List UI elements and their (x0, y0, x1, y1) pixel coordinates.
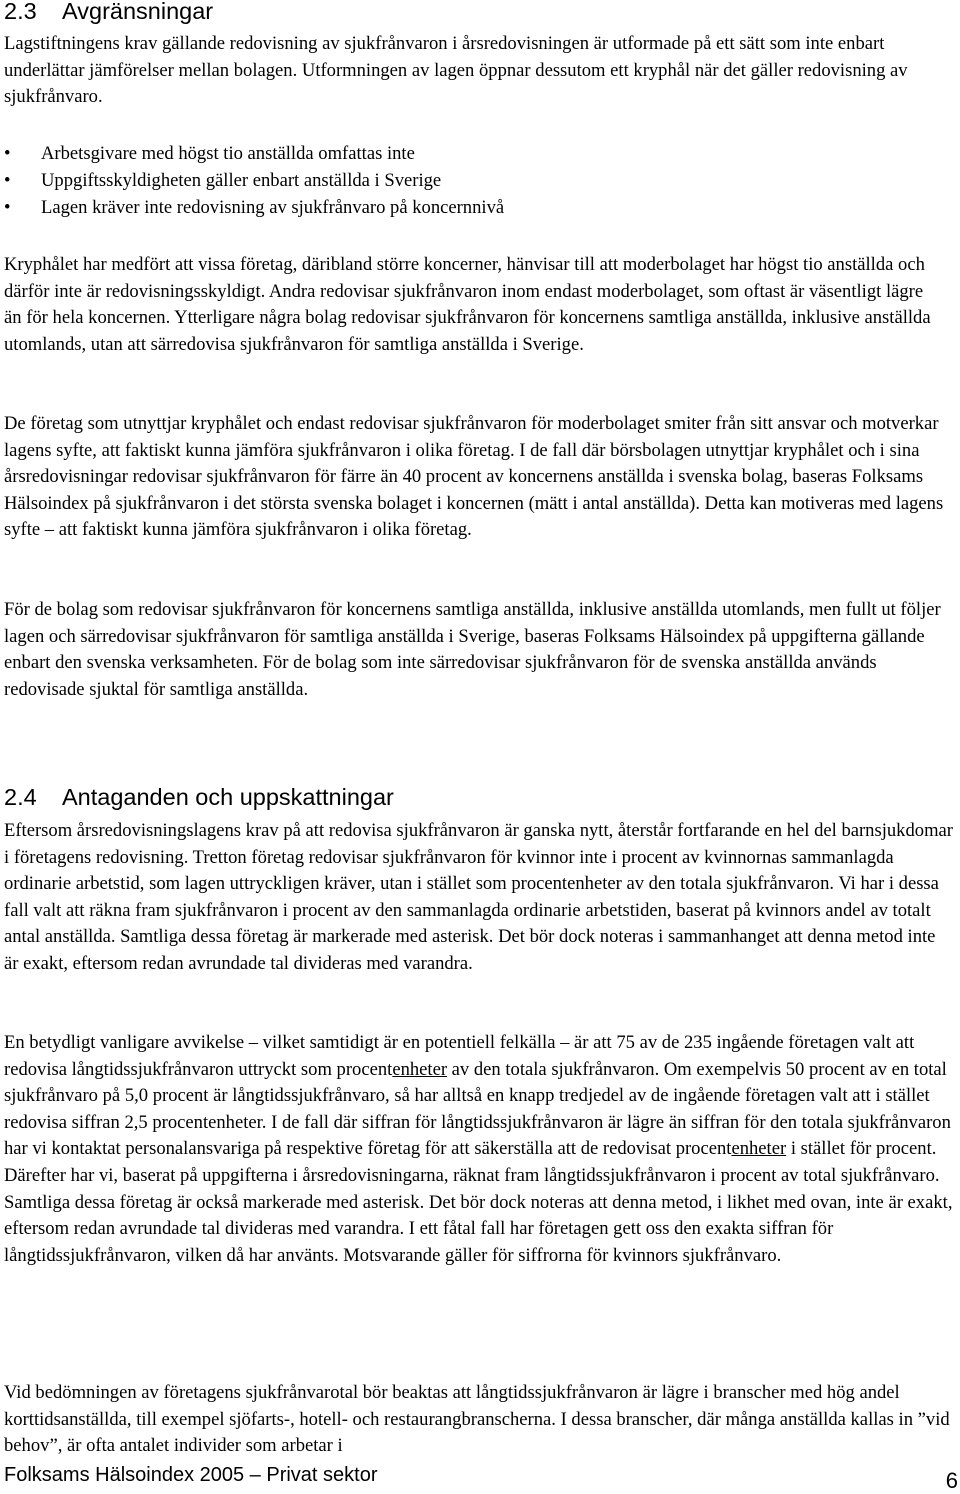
bullet-item (4, 167, 944, 194)
underlined-word: enheter (392, 1058, 448, 1080)
bullet-text: Arbetsgivare med högst tio anställda omfattas inte (41, 143, 415, 164)
bullet-icon: • (4, 143, 11, 164)
paragraph-loophole: Kryphålet har medfört att vissa företag, däribland större koncerner, hänvisar till att moderbolaget har högst tio anställda och därför inte är redovisningsskyldigt. Andra redovisar sjukfrånvaron inom endast moderbolaget, som oftast är väsentligt lägre än för hela koncernen. Ytterligare några bolag redovisar sjukfrånvaron för koncernens samtliga anställda, inklusive anställda utomlands, utan att särredovisa sjukfrånvaron för samtliga anställda i Sverige. (4, 254, 931, 355)
paragraph-assumptions: Eftersom årsredovisningslagens krav på att redovisa sjukfrånvaron är ganska nytt, återstår fortfarande en hel del barnsjukdomar i företagens redovisning. Tretton företag redovisar sjukfrånvaron för kvinnor inte i procent av kvinnornas sammanlagda ordinarie arbetstid, som lagen uttryckligen kräver, utan i stället som procentenheter av den totala sjukfrånvaron. Vi har i dessa fall valt att räkna fram sjukfrånvaron i procent av den sammanlagda ordinarie arbetstiden, baserat på kvinnors andel av totalt antal anställda. Samtliga dessa företag är markerade med asterisk. Det bör dock noteras i sammanhanget att denna metod inte är exakt, eftersom redan avrundade tal divideras med varandra. (4, 820, 953, 974)
bullet-icon: • (4, 197, 11, 218)
text-run: av den totala sjukfrånvaron. Om exempelvis 50 procent av en total sjukfrånvaro på 5,0 procent är långtidssjukfrånvaro, så har alltså en knapp tredjedel av de ingående företagen valt att i stället redovisa siffran 2,5 procentenheter. I de fall där siffran för långtidssjukfrånvaron är lägre än siffran för den totala sjukfrånvaron har vi kontaktat personalansvariga på respektive företag för att säkerställa att de redovisat procent (4, 1058, 951, 1160)
bullet-list (4, 140, 944, 221)
bullet-item (4, 140, 944, 167)
section-heading-2-4 (4, 784, 394, 811)
section-heading-2-3 (4, 0, 213, 25)
footer-title: Folksams Hälsoindex 2005 – Privat sektor (4, 1464, 378, 1486)
bullet-icon: • (4, 170, 11, 191)
bullet-item (4, 194, 944, 221)
section-number: 2.4 (4, 784, 37, 810)
paragraph-intro: Lagstiftningens krav gällande redovisning av sjukfrånvaron i årsredovisningen är utformade på ett sätt som inte enbart underlättar jämförelser mellan bolagen. Utformningen av lagen öppnar dessutom ett kryphål när det gäller redovisning av sjukfrånvaro. (4, 33, 908, 108)
section-title: Avgränsningar (62, 0, 214, 24)
text-run: En betydligt vanligare avvikelse – vilket samtidigt är en potentiell felkälla – är att 75 av de 235 ingående företagen valt att redovisa långtidssjukfrånvaron uttryckt som procent (4, 1032, 915, 1080)
bullet-text: Uppgiftsskyldigheten gäller enbart anställda i Sverige (41, 170, 442, 191)
text-run: i stället för procent. Därefter har vi, baserat på uppgifterna i årsredovisningarna, räknat fram långtidssjukfrånvaron i procent av total sjukfrånvaro. Samtliga dessa företag är också markerade med asterisk. Det bör dock noteras att denna metod, i likhet med ovan, inte är exakt, eftersom redan avrundade tal divideras med varandra. I ett fåtal fall har företagen gett oss den exakta siffran för långtidssjukfrånvaron, vilken då har använts. Motsvarande gäller för siffrorna för kvinnors sjukfrånvaro. (4, 1138, 953, 1266)
paragraph-group-reporting: För de bolag som redovisar sjukfrånvaron för koncernens samtliga anställda, inklusive anställda utomlands, men fullt ut följer lagen och särredovisar sjukfrånvaron för samtliga anställda i Sverige, baseras Folksams Hälsoindex på uppgifterna gällande enbart den svenska verksamheten. För de bolag som inte särredovisar sjukfrånvaron för de svenska anställda används redovisade sjuktal för samtliga anställda. (4, 599, 941, 700)
page-number: 6 (945, 1468, 958, 1493)
page-footer (4, 1464, 956, 1491)
underlined-word: enheter (731, 1138, 787, 1160)
section-title: Antaganden och uppskattningar (62, 784, 394, 810)
paragraph-deviation (4, 1030, 956, 1269)
bullet-text: Lagen kräver inte redovisning av sjukfrånvaro på koncernnivå (41, 197, 505, 218)
section-number: 2.3 (4, 0, 37, 24)
paragraph-companies: De företag som utnyttjar kryphålet och endast redovisar sjukfrånvaron för moderbolaget smiter från sitt ansvar och motverkar lagens syfte, att faktiskt kunna jämföra sjukfrånvaron i olika företag. I de fall där börsbolagen utnyttjar kryphålet och i sina årsredovisningar redovisar sjukfrånvaron för färre än 40 procent av koncernens anställda i svenska bolag, baseras Folksams Hälsoindex på sjukfrånvaron i det största svenska bolaget i koncernen (mätt i antal anställda). Detta kan motiveras med lagens syfte – att faktiskt kunna jämföra sjukfrånvaron i olika företag. (4, 413, 944, 541)
paragraph-assessment: Vid bedömningen av företagens sjukfrånvarotal bör beaktas att långtidssjukfrånvaron är lägre i branscher med hög andel korttidsanställda, till exempel sjöfarts-, hotell- och restaurangbranscherna. I dessa branscher, där många anställda kallas in ”vid behov”, är ofta antalet individer som arbetar i (4, 1382, 950, 1457)
